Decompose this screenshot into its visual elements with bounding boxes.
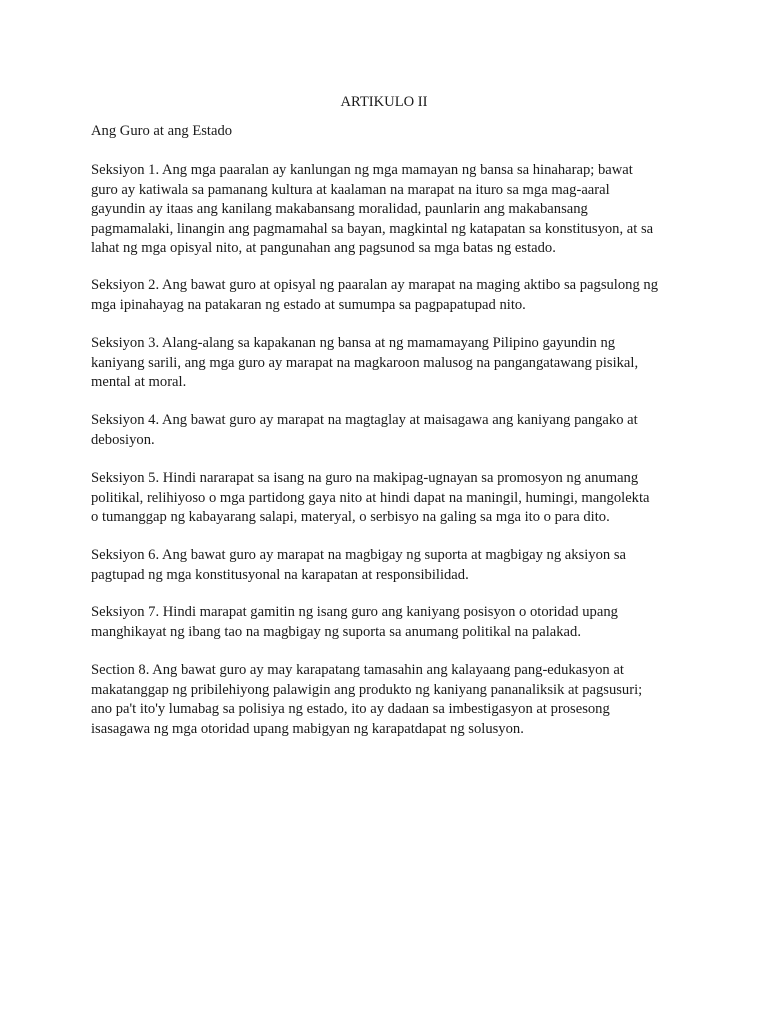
section-line: mental at moral.	[91, 374, 187, 390]
section-line: Seksiyon 2. Ang bawat guro at opisyal ng paaralan ay marapat na maging aktibo sa pagsulong ng	[91, 277, 658, 293]
section-line: Seksiyon 6. Ang bawat guro ay marapat na magbigay ng suporta at magbigay ng aksiyon sa	[91, 547, 626, 563]
section-line: pagtupad ng mga konstitusyonal na karapatan at responsibilidad.	[91, 566, 469, 583]
section-line: manghikayat ng ibang tao na magbigay ng suporta sa anumang politikal na palakad.	[91, 623, 581, 640]
section-line: mga ipinahayag na patakaran ng estado at sumumpa sa pagpapatupad nito.	[91, 296, 526, 313]
section-line: politikal, relihiyoso o mga partidong gaya nito at hindi dapat na maningil, humingi, mangolekta	[91, 489, 650, 506]
section-line: gayundin ay itaas ang kanilang makabansang moralidad, paunlarin ang makabansang	[91, 201, 588, 217]
section-line: Seksiyon 4. Ang bawat guro ay marapat na magtaglay at maisagawa ang kaniyang pangako at	[91, 412, 638, 428]
section-6	[91, 546, 691, 585]
section-line: Section 8. Ang bawat guro ay may karapatang tamasahin ang kalayaang pang-edukasyon at	[91, 662, 624, 678]
section-line: pagmamalaki, linangin ang pagmamahal sa bayan, magkintal ng katapatan sa konstitusyon, at sa	[91, 220, 654, 237]
section-1	[91, 161, 691, 259]
section-line: o tumanggap ng kabayarang salapi, materyal, o serbisyo na galing sa mga ito o para dito.	[91, 509, 610, 525]
section-5	[91, 469, 691, 528]
section-line: ano pa't ito'y lumabag sa polisiya ng estado, ito ay dadaan sa imbestigasyon at prosesong	[91, 701, 610, 717]
section-line: Seksiyon 5. Hindi nararapat sa isang na guro na makipag-ugnayan sa promosyon ng anumang	[91, 470, 639, 486]
section-line: kaniyang sarili, ang mga guro ay marapat na magkaroon malusog na pangangatawang pisikal,	[91, 354, 639, 371]
section-line: Seksiyon 1. Ang mga paaralan ay kanlungan ng mga mamayan ng bansa sa hinaharap; bawat	[91, 162, 633, 178]
article-title: ARTIKULO II	[340, 94, 428, 110]
article-subtitle: Ang Guro at ang Estado	[91, 123, 233, 139]
section-line: makatanggap ng pribilehiyong palawigin ang produkto ng kaniyang pananaliksik at pagsusuri;	[91, 681, 643, 698]
section-7	[91, 603, 691, 642]
section-line: Seksiyon 3. Alang-alang sa kapakanan ng bansa at ng mamamayang Pilipino gayundin ng	[91, 335, 616, 351]
section-4	[91, 411, 691, 450]
section-2	[91, 276, 691, 315]
section-line: guro ay katiwala sa pamanang kultura at kaalaman na marapat na ituro sa mga mag-aaral	[91, 181, 610, 198]
section-line: debosiyon.	[91, 431, 155, 448]
section-3	[91, 334, 691, 393]
section-line: lahat ng mga opisyal nito, at pangunahan ang pagsunod sa mga batas ng estado.	[91, 240, 556, 256]
section-line: Seksiyon 7. Hindi marapat gamitin ng isang guro ang kaniyang posisyon o otoridad upang	[91, 604, 618, 620]
section-8	[91, 661, 691, 739]
section-line: isasagawa ng mga otoridad upang mabigyan ng karapatdapat ng solusyon.	[91, 720, 524, 737]
